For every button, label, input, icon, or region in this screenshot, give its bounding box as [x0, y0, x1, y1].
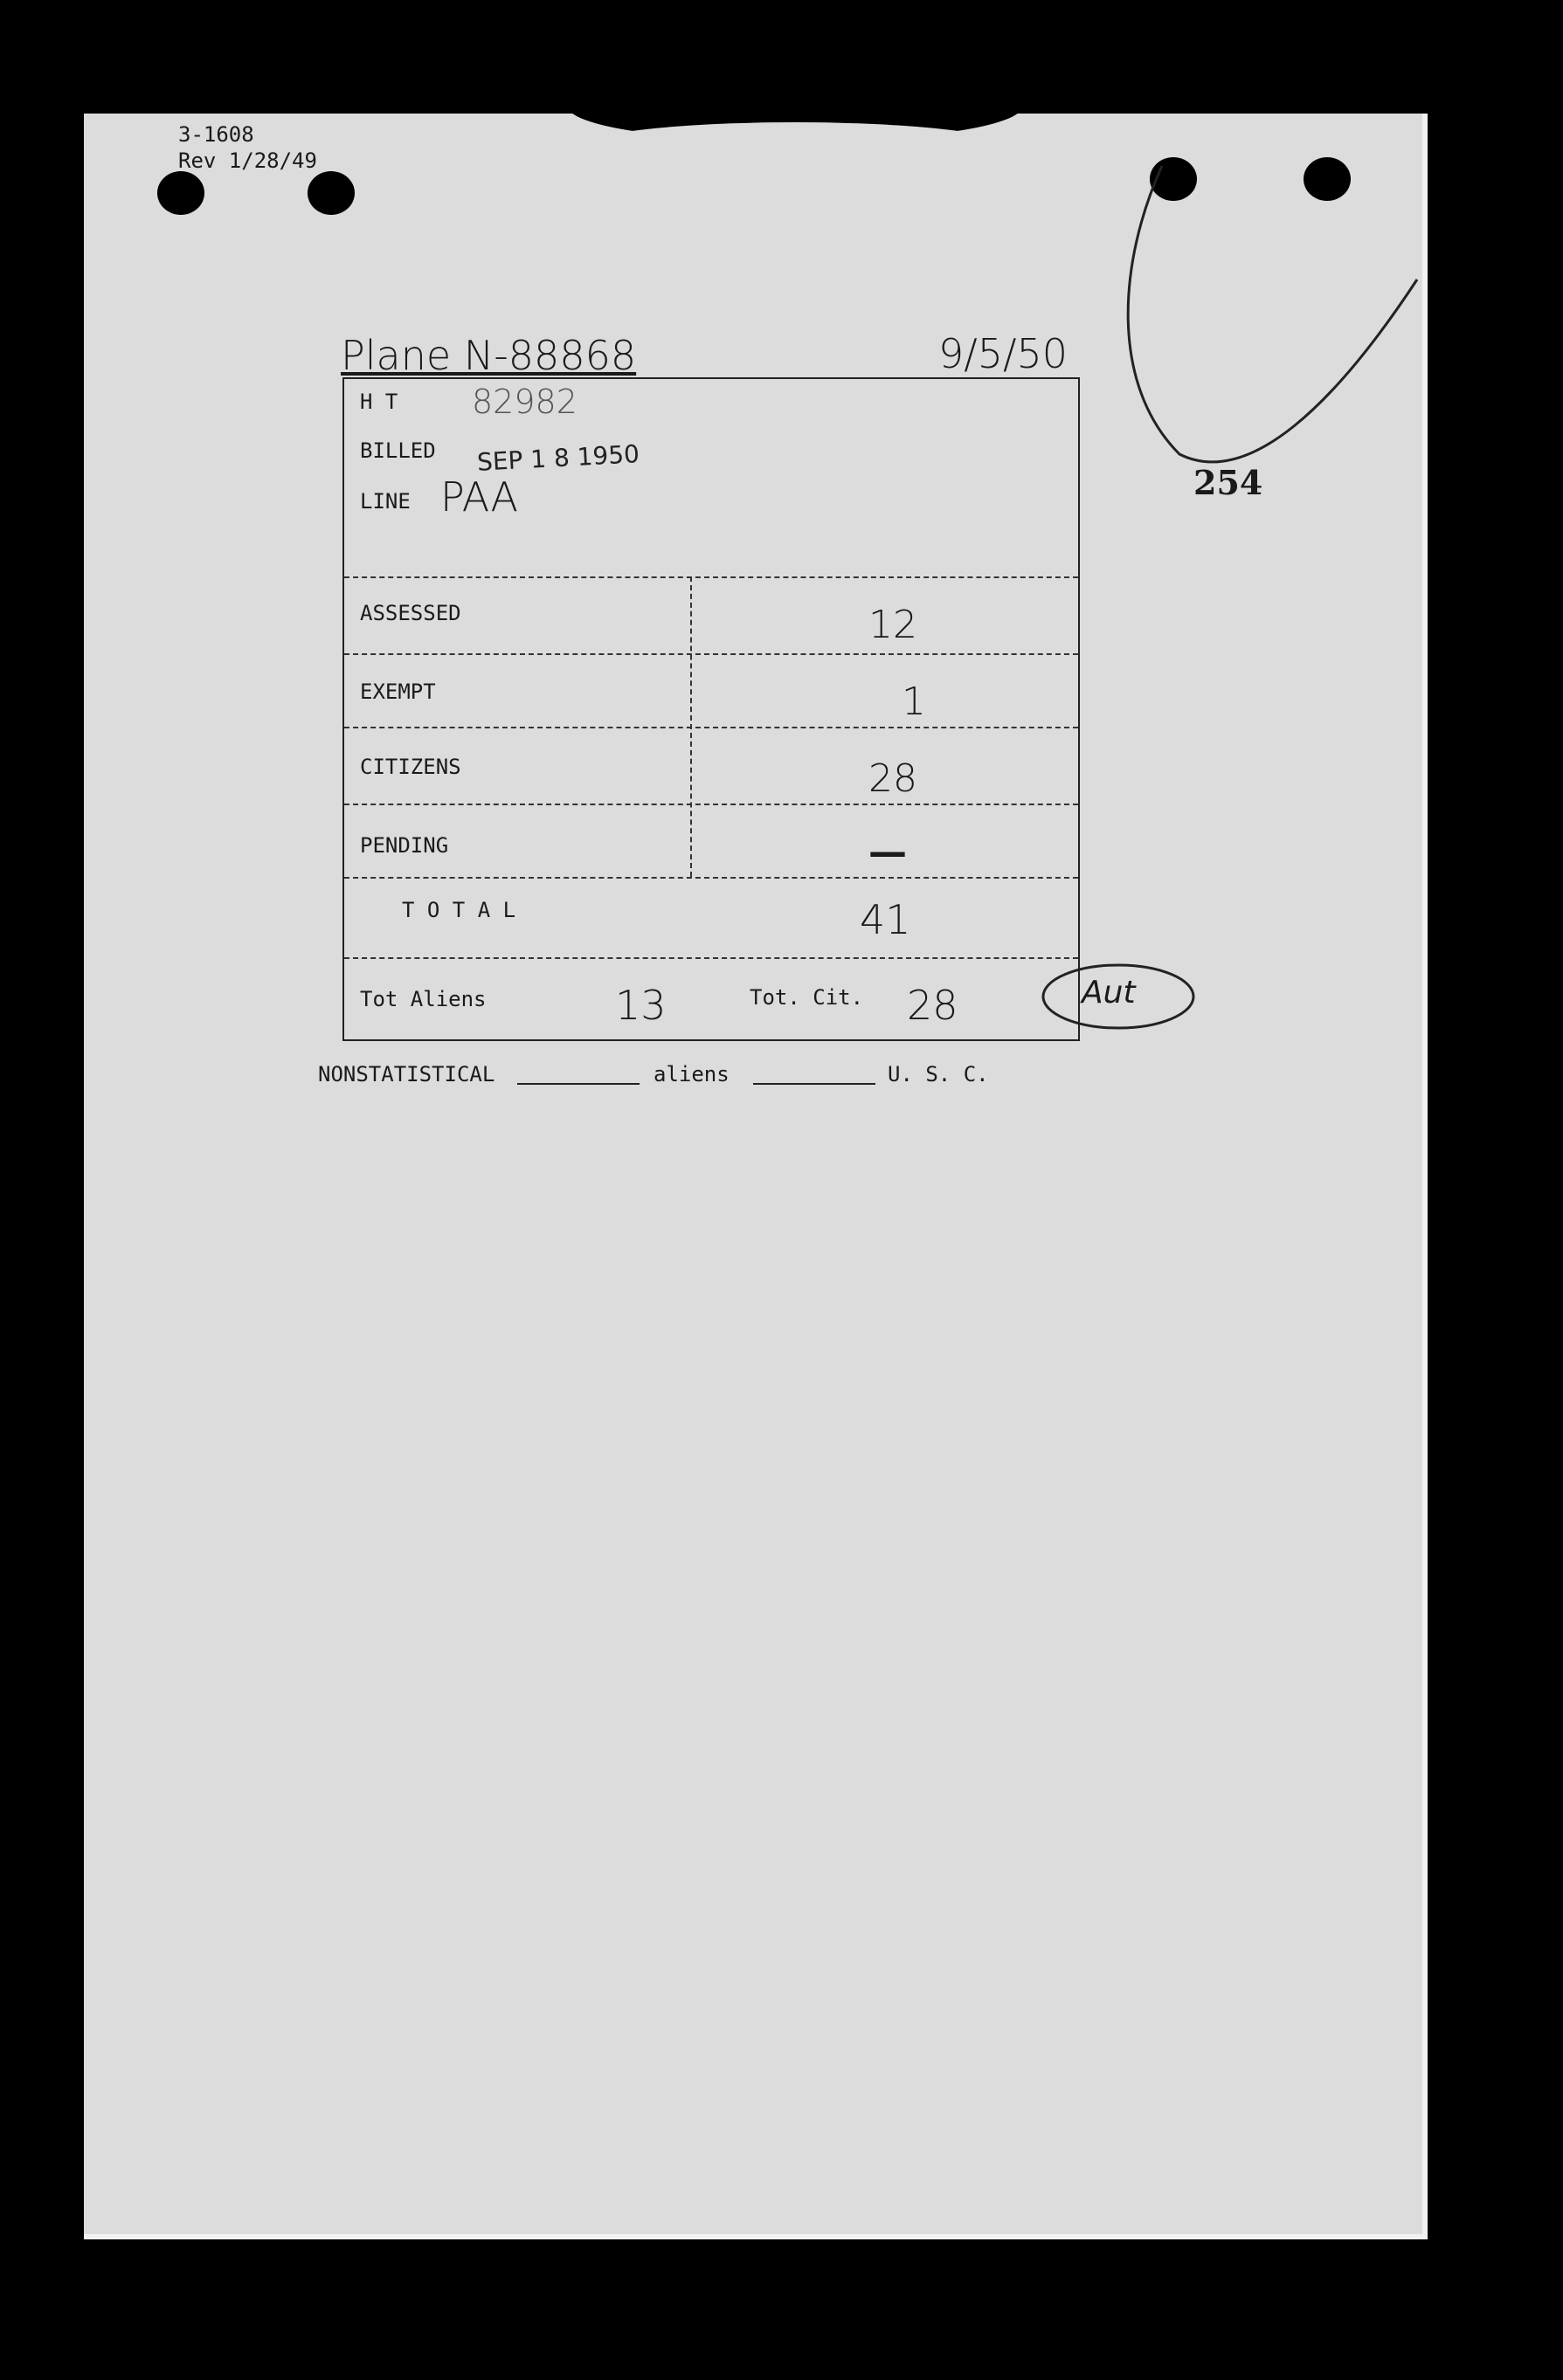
line-value: PAA — [440, 473, 519, 521]
aliens-blank — [753, 1083, 875, 1085]
divider — [344, 957, 1078, 959]
divider — [344, 727, 1078, 728]
pending-value: — — [868, 830, 907, 874]
form-number: 3-1608 — [178, 122, 254, 147]
ink-curve — [1110, 157, 1424, 472]
punch-hole-left-2 — [308, 171, 355, 215]
ht-label: H T — [360, 390, 398, 414]
assessed-label: ASSESSED — [360, 601, 461, 625]
plane-number: Plane N-88868 — [341, 332, 637, 379]
total-value: 41 — [860, 896, 911, 943]
nonstatistical-label: NONSTATISTICAL — [318, 1062, 495, 1087]
aliens-label: aliens — [654, 1062, 730, 1087]
inspector-initials: Aut — [1082, 975, 1136, 1011]
ht-value: 82982 — [472, 383, 577, 421]
page-number: 254 — [1193, 463, 1263, 502]
line-label: LINE — [360, 489, 411, 514]
exempt-label: EXEMPT — [360, 680, 436, 704]
punch-hole-left-1 — [157, 171, 204, 215]
billed-label: BILLED — [360, 438, 436, 463]
assessed-value: 12 — [868, 603, 917, 647]
arrival-date: 9/5/50 — [938, 330, 1069, 377]
column-divider — [690, 576, 692, 877]
billed-date-stamp: SEP 1 8 1950 — [476, 439, 640, 477]
total-aliens-label: Tot Aliens — [360, 987, 487, 1011]
divider — [344, 653, 1078, 655]
total-aliens-value: 13 — [615, 982, 667, 1029]
citizens-label: CITIZENS — [360, 755, 461, 779]
divider — [344, 877, 1078, 879]
form-revision: Rev 1/28/49 — [178, 148, 317, 173]
usc-label: U. S. C. — [888, 1062, 989, 1087]
divider — [344, 576, 1078, 578]
divider — [344, 804, 1078, 805]
exempt-value: 1 — [902, 680, 926, 724]
pending-label: PENDING — [360, 833, 449, 858]
total-citizens-label: Tot. Cit. — [750, 985, 864, 1010]
total-label: T O T A L — [402, 898, 516, 922]
nonstatistical-blank — [517, 1083, 640, 1085]
citizens-value: 28 — [868, 756, 917, 801]
total-citizens-value: 28 — [907, 982, 958, 1029]
